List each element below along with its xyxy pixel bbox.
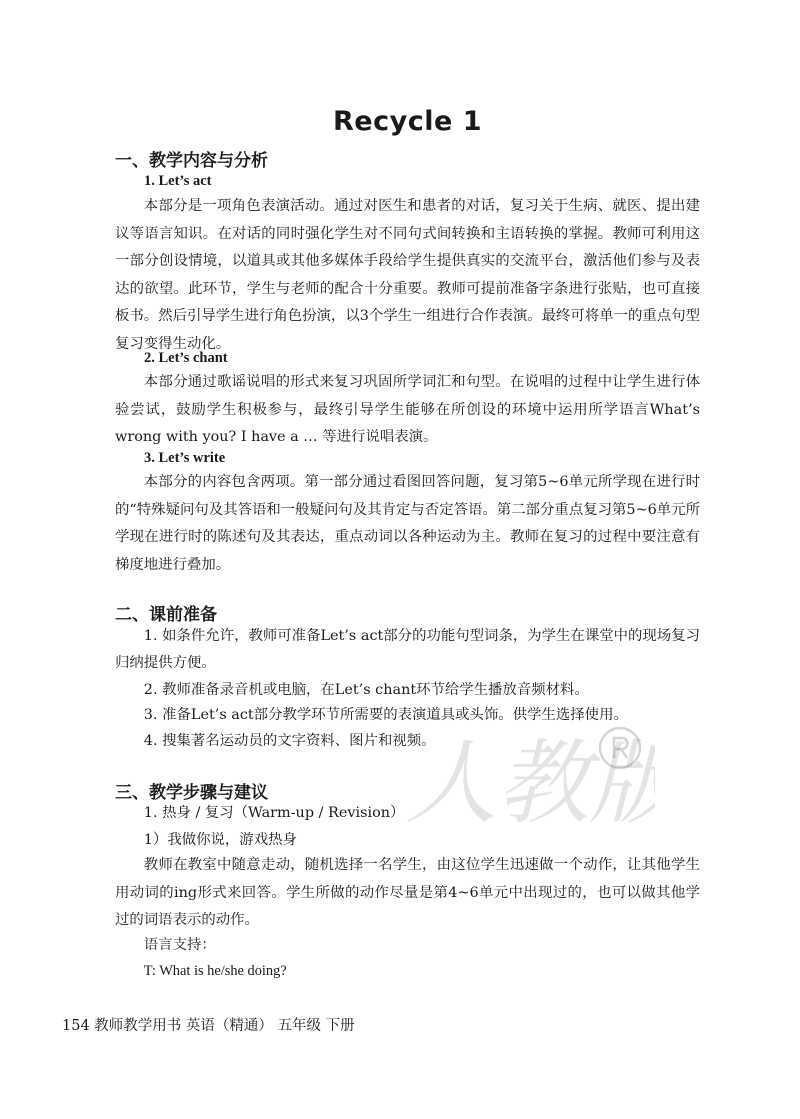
page-title: Recycle 1 bbox=[333, 106, 482, 137]
dialog-line: T: What is he/she doing? bbox=[143, 963, 287, 979]
page-footer: 154 教师教学用书 英语（精通） 五年级 下册 bbox=[62, 1018, 355, 1034]
paragraph-lets-chant: 本部分通过歌谣说唱的形式来复习巩固所学词汇和句型。在说唱的过程中让学生进行体验尝试，鼓励学生积极参与，最终引导学生能够在所创设的环境中运用所学语言What’s wrong with you? I have a … 等进行说唱表演。 bbox=[115, 374, 700, 446]
section-heading-preparation: 二、课前准备 bbox=[115, 605, 217, 625]
list-item: 2. 教师准备录音机或电脑，在Let’s chant环节给学生播放音频材料。 bbox=[143, 682, 589, 698]
section-heading-teaching-steps: 三、教学步骤与建议 bbox=[115, 783, 268, 803]
paragraph-lets-act: 本部分是一项角色表演活动。通过对医生和患者的对话，复习关于生病、就医、提出建议等语言知识。在对话的同时强化学生对不同句式间转换和主语转换的掌握。教师可利用这一部分创设情境，以道具或其他多媒体手段给学生提供真实的交流平台，激活他们参与及表达的欲望。此环节，学生与老师的配合十分重要。教师可提前准备字条进行张贴，也可直接板书。然后引导学生进行角色扮演，以3个学生一组进行合作表演。最终可将单一的重点句型复习变得生动化。 bbox=[115, 198, 700, 352]
subheading-lets-act: 1. Let’s act bbox=[144, 173, 212, 189]
language-support-label: 语言支持： bbox=[143, 937, 216, 953]
watermark-text: 人教版 bbox=[405, 730, 655, 837]
step-heading: 1）我做你说，游戏热身 bbox=[143, 832, 297, 848]
registered-mark-icon bbox=[597, 725, 643, 771]
paragraph-warm-up: 教师在教室中随意走动，随机选择一名学生，由这位学生迅速做一个动作，让其他学生用动词的ing形式来回答。学生所做的动作尽量是第4~6单元中出现过的，也可以做其他学过的词语表示的动作。 bbox=[115, 857, 700, 929]
list-item: 1. 如条件允许，教师可准备Let’s act部分的功能句型词条，为学生在课堂中的现场复习归纳提供方便。 bbox=[115, 628, 700, 671]
subheading-lets-chant: 2. Let’s chant bbox=[144, 350, 228, 366]
paragraph-lets-write: 本部分的内容包含两项。第一部分通过看图回答问题，复习第5~6单元所学现在进行时的“特殊疑问句及其答语和一般疑问句及其肯定与否定答语。第二部分重点复习第5~6单元所学现在进行时的陈述句及其表达，重点动词以各种运动为主。教师在复习的过程中要注意有梯度地进行叠加。 bbox=[115, 474, 700, 573]
subheading-lets-write: 3. Let’s write bbox=[144, 450, 226, 466]
section-heading-content-analysis: 一、教学内容与分析 bbox=[115, 151, 268, 171]
subheading-warm-up: 1. 热身 / 复习（Warm-up / Revision） bbox=[143, 805, 405, 821]
list-item: 3. 准备Let’s act部分教学环节所需要的表演道具或头饰。供学生选择使用。 bbox=[143, 707, 628, 723]
list-item: 4. 搜集著名运动员的文字资料、图片和视频。 bbox=[143, 733, 436, 749]
